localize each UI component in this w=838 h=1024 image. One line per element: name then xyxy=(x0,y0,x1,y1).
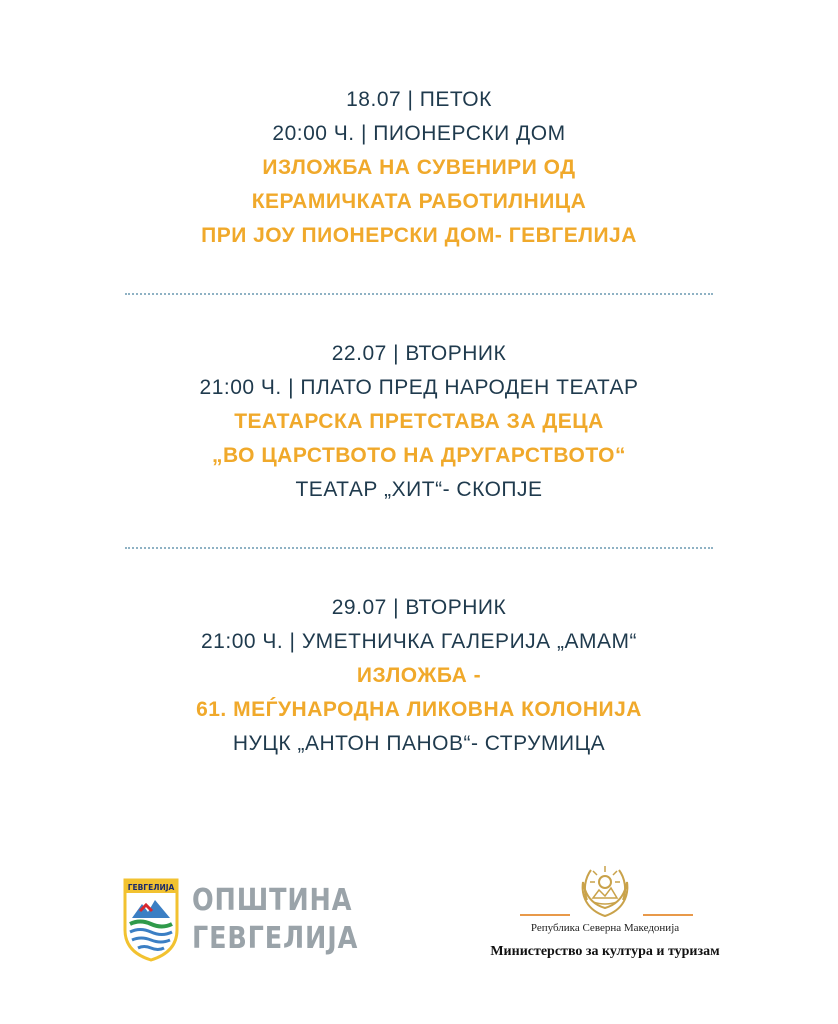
dotted-divider xyxy=(125,547,713,549)
event-organizer: НУЦК „АНТОН ПАНОВ“- СТРУМИЦА xyxy=(232,732,606,755)
coat-of-arms-icon xyxy=(577,860,633,918)
crest-label: ГЕВГЕЛИЈА xyxy=(127,883,175,892)
event-date: 29.07 | ВТОРНИК xyxy=(331,596,507,619)
event-time-place: 21:00 Ч. | УМЕТНИЧКА ГАЛЕРИЈА „АМАМ“ xyxy=(201,630,637,653)
event-title-line: ИЗЛОЖБА НА СУВЕНИРИ ОД xyxy=(262,156,576,179)
municipality-name: ОПШТИНА ГЕВГЕЛИЈА xyxy=(192,883,359,956)
ministry-name: Министерство за култура и туризам xyxy=(490,944,720,959)
event-3 xyxy=(0,591,838,761)
event-organizer: ТЕАТАР „ХИТ“- СКОПЈЕ xyxy=(295,478,543,501)
event-title-line: 61. МЕЃУНАРОДНА ЛИКОВНА КОЛОНИЈА xyxy=(196,698,642,721)
event-title-line: ИЗЛОЖБА - xyxy=(356,664,482,687)
ornament-rule xyxy=(643,914,693,916)
dotted-divider xyxy=(125,293,713,295)
event-title-line: КЕРАМИЧКАТА РАБОТИЛНИЦА xyxy=(251,190,587,213)
event-date: 18.07 | ПЕТОК xyxy=(346,88,492,111)
event-title-line: ПРИ ЈОУ ПИОНЕРСКИ ДОМ- ГЕВГЕЛИЈА xyxy=(201,224,637,247)
event-2 xyxy=(0,337,838,507)
event-time-place: 21:00 Ч. | ПЛАТО ПРЕД НАРОДЕН ТЕАТАР xyxy=(199,376,639,399)
event-date: 22.07 | ВТОРНИК xyxy=(331,342,507,365)
event-title-line: „ВО ЦАРСТВОТО НА ДРУГАРСТВОТО“ xyxy=(212,444,626,467)
republic-name: Република Северна Македонија xyxy=(530,922,680,934)
municipality-crest-icon xyxy=(122,878,180,962)
event-time-place: 20:00 Ч. | ПИОНЕРСКИ ДОМ xyxy=(272,122,566,145)
event-title-line: ТЕАТАРСКА ПРЕТСТАВА ЗА ДЕЦА xyxy=(234,410,604,433)
municipality-logo xyxy=(122,878,359,964)
ministry-logo xyxy=(460,858,750,968)
ornament-rule xyxy=(520,914,570,916)
event-1 xyxy=(0,83,838,253)
